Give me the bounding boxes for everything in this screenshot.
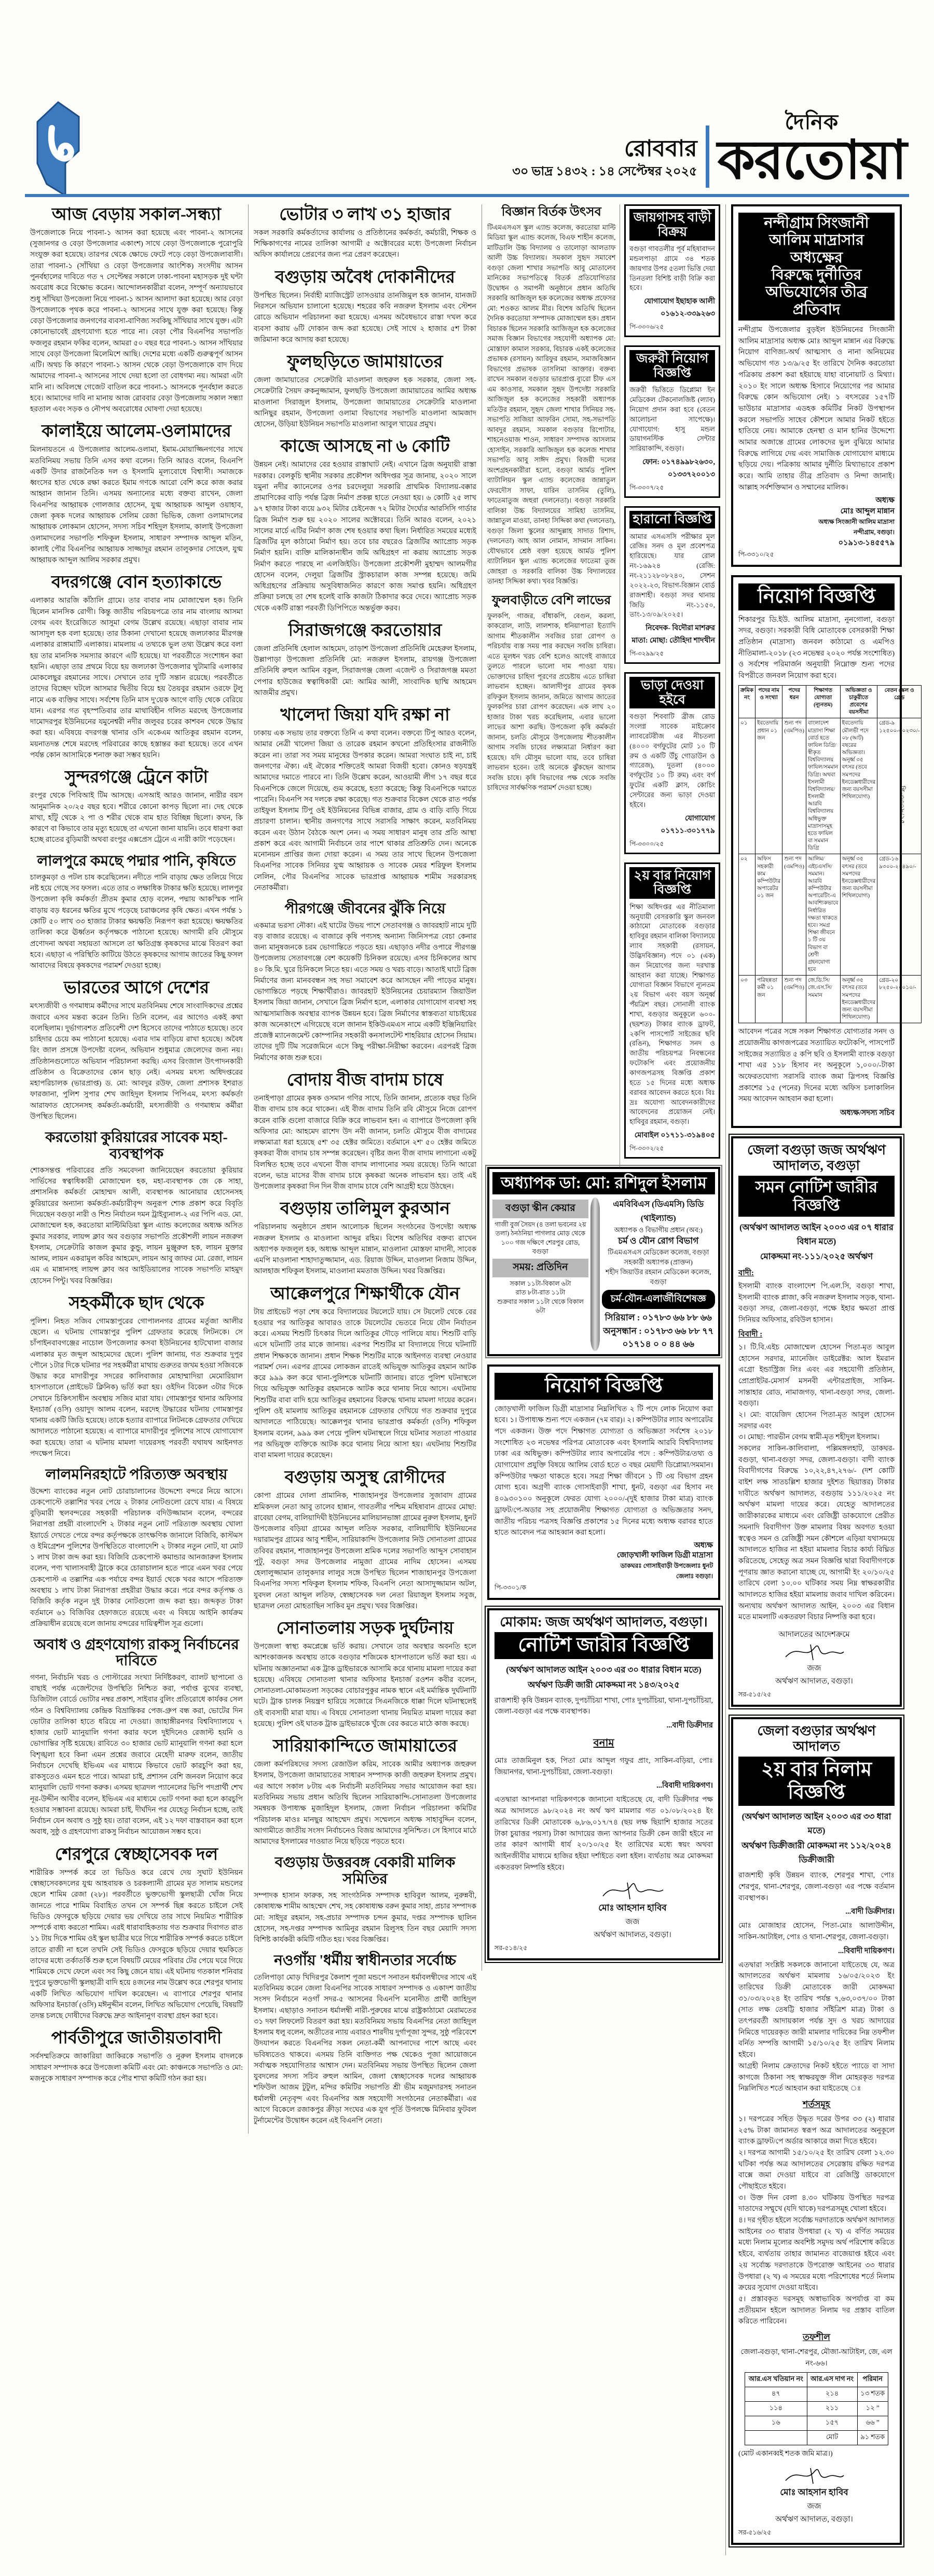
- enquiry-label: অনুসন্ধান :: [603, 1326, 642, 1336]
- article-body: শোকসন্তপ্ত পরিবারের প্রতি সমবেদনা জানিয়েছেন করতোয়া কুরিয়ার সার্ভিসের স্বত্বাধিকারী মোজাম্মেল হক, মহা-ব্যবস্থাপক জে কে সাহা, প্রশাসনিক কর্মকর্তা মোহাম্মদ আলী, ব্যবস্থাপক আনোয়ার হোসেনসহ কুরিয়ারের অন্যান্য কর্মকর্তা-কর্মচারীবৃন্দ অনুরূপ শোক প্রকাশ করে বিবৃতি দিয়েছেন বগুড়া নারী ও শিশু নির্যাতন দমন ট্রাইব্যুনাল-২ এর পিপি এড. মো. মোজাম্মেল হক, করতোয়া মাল্টিমিডিয়া স্কুল এ্যান্ড কলেজের অধ্যক্ষ অসিত কুমার সরকার, লায়ন্স ক্লাব অব বগুড়ার সভাপতি প্রকৌশলী লায়ন নজরুল ইসলাম, সেক্রেটারি কাজল কুমার কুন্ডু, লায়ন মুঞ্জুরুল হক, লায়ন মুক্তার আলম, লায়ন একরামুল কবির আহমেদ, লায়ন আবু জাফর মো. রেজা, লায়ন এম এ মান্নানসহ লায়ন্স ক্লাব অব আইডিয়ালের সাবেক সভাপতি মাহমুদ হোসেন পিন্টু। খবর বিজ্ঞপ্তির।: [30, 1166, 243, 1285]
- defendant-tag: ...বিবাদী দায়িকগণ।: [838, 1946, 895, 1955]
- time-1: সকাল ১১টা-বিকাল ৬টা: [510, 1279, 571, 1287]
- article-body: সকল সরকারি কর্মকর্তাদের কার্যালয় ও প্রতিষ্ঠানের কর্মকর্তা, কর্মচারী, শিক্ষক ও শিক্ষিকাগণের নামের তালিকা আগামী ৫ অক্টোবরের মধ্যে উপজেলা নির্বাচন অফিস কার্যালয়ে প্রেরণের জন্য পত্র প্রেরণ করেছেন।: [254, 229, 476, 259]
- article-headline: বগুড়ায় উত্তরবঙ্গ বেকারী মালিক সমিতির: [274, 1855, 456, 1887]
- summons-notice: [731, 1136, 902, 1707]
- ad-ref: পি-৩৩১০/২৫: [738, 550, 774, 558]
- article-body: রংপুর থেকে পিবিআই টিম আসছে। এসআই আরও জানান, নারীর বয়স আনুমানিক ২০/২৫ বছর হবে। শরীরে কোনো কাপড় ছিলো না। দেহ থেকে মাথা, হাঁটু থেকে ২ পা ও শরীর থেকে বাম হাত বিচ্ছিন্ন ছিলো। কখন, কি কারণে বা কিভাবে তার মৃত্যু হয়েছে তা এখনো জানা যায়নি। তবে ধারণা করা হচ্ছে রাতের বুড়িমারী অথবা রংপুর এক্সপ্রেস ট্রেনে এ নারী কাটা পড়েছেন।: [30, 792, 243, 844]
- doctor-institute: টিএমএসএস মেডিকেল কলেজ, বগুড়া: [608, 1248, 709, 1257]
- term-2: ২। দরপত্র আগামী ১৫/১০/২৫ ইং তারিখ বেলা ১২.৩০ ঘটিকা পর্যন্ত অত্র আদালতের সেরেস্তায় রক্ষিত দরপত্র বাক্সে জমা দেওয়া যাইবে বা রেজিস্ট্রি ডাকযোগে পৌছাইতে হইবে।: [738, 2149, 895, 2191]
- notice-banner: নিয়োগ বিজ্ঞপ্তি: [738, 583, 895, 610]
- ad-ref: পি-৩২৯৯/২৫: [629, 650, 664, 658]
- classified-box-urgent-hiring: [624, 345, 720, 498]
- auction-body-2: আগ্রহী নিলাম ক্রেতাদের নিকট হইতে প্যাডে বা সাদা কাগজে ঠিকানা সহ স্বাক্ষরযুক্ত সীল মোহরকৃত দরপত্র নিম্নলিখিত শর্তে আহবান করা যাইতেছে ঃ: [738, 2062, 895, 2093]
- protest-body: নন্দীগ্রাম উপজেলার বুড়ইল ইউনিয়নের সিংজানী আলিম মাদ্রাসার অধ্যক্ষ মোঃ আব্দুল মান্নান এর বিরুদ্ধে নিয়োগ বাণিজ্য-অর্থ আত্মসাৎ ও নানা অনিয়মের অভিযোগ গত ১৩/৯/২৫ ইং তারিখে দৈনিক করতোয়া পত্রিকায় প্রকাশ করা হইয়াছে যাহা বানোয়াট ও মিথ্যা। ২০১০ ইং সালে অধ্যক্ষ হিসাবে নিয়োগের পর আমার বিরুদ্ধে কোন অভিযোগ নেই। ১ বৎসরের ১৫৭টি ভাউচার মাদ্রাসার এডহক কমিটির নিকট উপস্থাপন করলে সভাপতি সাহেব কৌশলে আমার নিকট হইতে হাতিয়ে নেয়। আমাকে হেনস্থা ও মান হানির উদ্দেশ্যে আমার অজান্তে গ্রামের লোকদের ভুল বুঝিয়ে আমার বিরুদ্ধে লাগিয়ে দেয় এবং সামাজিক যোগাযোগ মাধ্যমে ছড়িয়ে দেয়। পত্রিকায় আমার দুর্নীতি মিথ্যাভাবে প্রকাশ করে। আমি তাহার তীব্র প্রতিবাদ ও নিন্দা জানাই। আল্লাহ সর্বশক্তিমান ও সম্মানের মালিক।: [738, 326, 895, 492]
- article: [254, 1071, 476, 1192]
- article-body: পুলিশ। নিহত সজিব গোমস্তাপুরের গোপালনগর গ্রামের মর্তুজা আলীর ছেলে। এ ঘটনায় গোমস্তাপুর পুলিশ গ্রেফতার করেছে লিটনকে। সে চাঁপাইনবাবগঞ্জের নাচোল উপজেলার কসবা ইউনিয়নের হাটখোলা বাজার এলাকার মৃত জব্দুল আহমেদের ছেলে। পুলিশ জানায়, গত শুক্রবার দুপুর পৌনে ১টার দিকে ঘটনার পর সহকর্মীরা মাথায় গুরুতর জখম হওয়া সজিবকে উদ্ধার করে মাদারীপুর সদরের কালিবাজার মোহাম্মাদিয়া মেমোরিয়াল হাসপাতালে (প্রাইভেট ক্লিনিক) ভর্তি করা হয়। ওইদিন বিকেল ৩টার দিকে সেখানে চিকিৎসাধীন অবস্থায় সজিব মারা যায়। গোমস্তাপুর থানার অফিসার ইনচার্জ (ওসি) ওয়াদুদ আলম বলেন, মরদেহ উদ্ধারের ঘটনায় গোমস্তাপুর থানায় একটি জিডি হয়েছে। তাকে হত্যার ব্যাপারে লিটনকে গ্রেফতার দেখিয়ে আদালতে পাঠানো হয়েছে। এ ব্যাপারে মাদারীপুর পুলিশের সাথে যোগাযোগ করা হয়েছে। তারা এ ঘটনায় মামলা দায়েরসহ পরবর্তী যথাযথ আইনগত পদক্ষেপ নিবে।: [30, 1317, 243, 1458]
- notice-banner: সমন নোটিশ জারীর বিজ্ঞপ্তি: [738, 1176, 895, 1217]
- term-5: ৫। প্রস্তাবকৃত দরসমূহ অস্বাভাবিক অপর্যাপ্ত বা কম প্রতীয়মান হইলে আদালত নিলাম দর প্রস্তাব বাতিল করিতে পারিবেন।: [738, 2295, 895, 2326]
- classified-title: জায়গাসহ বাড়ী বিক্রয়: [629, 209, 715, 241]
- defendant-3: ৩। মোছা: পারভীন বেগম স্বামী-মৃত শহীদুল ইসলাম।: [738, 1433, 880, 1442]
- article-body: ফুলকপি, গাজর, বাঁধাকপি, বেগুন, করলা, কাকরোল, লাউ, লালশাক, ধনিয়াপাতা ইত্যাদি আগাম শীতকালীন সবজির চারা রোপণ ও পরিচর্যায় ব্যস্ত সময় পার করছেন সবজি চাষিরা। এতে মূলধন খরচ বেশি হলেও আগেই বাজারে তুলতে পারলে ভালো দাম পাওয়া যায়। ভোক্তাদের চাহিদা পূরণের প্রচেষ্টায় এতে চাষিরা লাভবান হচ্ছেন। আলাদীপুর গ্রামের কৃষক রফিকুল ইসলাম জানান, জমিতে আগাম জাতের ফুলকপির চারা রোপণ করেছেন। এক লাখ ২০ হাজার টাকা খরচ করেছিলাম, এবার ভালো লাভের আশা করছি। উপজেলা কৃষি কর্মকর্তা জানান, চলতি মৌসুমে উপজেলায় শীতকালীন আগাম সবজি চাষের লক্ষ্যমাত্রা নির্ধারণ করা হয়েছে। যদি মৌসুম ভালো যায়, তবে চাষিরা লাভবান হবেন। তাই অনেকে ঝুঁকছেন আগাম সবজি চাষে। কৃষি বিভাগের পক্ষ থেকে সবজি চাষিদের সার্বক্ষণিক পরামর্শ দেওয়া হচ্ছে।: [487, 611, 616, 792]
- article-headline: বগুড়ায় অবৈধ দোকানীদের: [275, 268, 455, 287]
- article-headline: সারিয়াকান্দিতে জামায়াতের: [273, 1737, 457, 1756]
- article: [30, 853, 243, 972]
- article-body: কোপা গ্রামের দোলা প্রামানিক, শাজাহানপুর উপজেলার সুজাবাদ গ্রামের শ্রমিকদল নেতা আবু তালেব হান্নান, গাবতলীর পশ্চিম মহিষাবান গ্রামের মোছা: রাবেয়া বেগম, বালিয়াদিঘী ইউনিয়নের মালিয়ানভাঙ্গা গ্রামের নুরুল ইসলাম, ধুনট উপজেলার বড়িয়া গ্রামের আব্দুল লতিফ সরকার, বালিয়াদীঘি ইউনিয়নের দয়ারামপুর গ্রামের আবু শাহীন, সারিয়াকান্দি উপজেলার নিউ সোনাতলা গ্রামের তবিবর রহমান, শাজাহানপুর উপজেলা শ্রমিক দলের সভাপতি আব্দুস সোবাহান পুটু, বগুড়া সদর উপজেলার নামুজা গ্রামের নাদিম হোসেন। এসময় হেলালুজ্জামান তালুকদার লালুর সঙ্গে উপস্থিত ছিলেন শাজাহানপুর উপজেলা বিএনপির সদস্য শফিকুল ইসলাম শফিক, বিএনপি নেতা আসাদুজ্জামান অটল, যুবদল নেতা আব্দুল লতিফ, স্বেচ্ছাসেবক দল নেতা রিয়াজুল ইসলাম সবুজ, ছাত্রদল নেতা মোহতাছিন সাকিব মুন প্রমুখ। খবর বিজ্ঞপ্তির।: [254, 1492, 476, 1610]
- term-1: ১। দরপত্রের সহিত উদ্ধৃত দরের উপর ৩৩ (২) ধারার ২৫% টাকা জামানত স্বরূপ অত্র আদালতের অনুকূলে ব্যাংক ড্রাফট/পে অর্ডার আকারে জমা দিতে হইবে।: [738, 2115, 895, 2146]
- serial-phone: ০১৭৮৩ ৬৬ ৮৮ ৬৬: [642, 1313, 712, 1323]
- article-body: এলাকার আরজি কাঁঠালি গ্রামে। তার বাবার নাম মোজাম্মেল হক। তিনি ছিলেন মানসিক রোগী। কিন্তু জাতীয় পরিচয়পত্রে তার নাম বাংলায় আসমা বেগম এবং ইংরেজিতে আসুমা বেগম উল্লেখ রয়েছে। এছাড়া বাবার নাম আসাদুল হক বলা হয়েছে। তার ঠিকানা দেখানো হয়েছে জলঢাকার মীরগঞ্জ এলাকার রাঙ্গামাটি এলাকায়। মামলায় এ তথ্যকে ভুল তথ্য উল্লেখ করে বলা হয় তার মানসিক সমস্যার কারণে এটি হয়েছে। যা পরবর্তীতে সংশোধন করা হয়নি। এছাড়া তার প্রথমে বিয়ে হয় জলঢাকা উপজেলার খুটামারি এলাকার মোকলেছুর রহমানের সাথে। সেখানে তার দু'টি সন্তান রয়েছে। পরবর্তীতে তাদের বিচ্ছেদ ঘটলে আসমার দ্বিতীয় বিয়ে হয় তৈয়বুর রহমান ওরফে টুলু নামে এক ব্যক্তির সাথে। সর্বশেষ তিনি মাস দু'য়েক আগে বাড়ি থেকে বেরিয়ে যান। এরপর গত বৃহস্পতিবার তার মাথাবিহীন গলিত মরদেহ উপজেলার দামোদরপুর ইউনিয়নের যমুনেশ্বরী নদীর জলুবর চরের কাশবন থেকে উদ্ধার করা হয়। এবিষয়ে বদরগঞ্জ থানার ওসি একেএম আতিকুর রহমান বলেন, ময়নাতদন্ত শেষে মরদেহ পরিবারের কাছে হস্তান্তর করা হয়েছে। তবে এখন পর্যন্ত কোন আসামিকে শনাক্ত করা সম্ভব হয়নি।: [30, 597, 243, 760]
- ad-ref: পি-৩৩০৭/২৫: [629, 484, 664, 492]
- total-note: (মোট একানব্বই শতক জমি মাত্র।): [738, 2450, 833, 2458]
- doctor-ad: [487, 1167, 720, 1356]
- judge-role: জজ: [807, 2502, 821, 2511]
- time-label: সময়: প্রতিদিন: [492, 1259, 588, 1277]
- article-headline: আজ বেড়ায় সকাল-সন্ধ্যা: [52, 205, 221, 224]
- enquiry-phone: ০১৭৮৩ ৬৬ ৮৮ ৭৭: [644, 1326, 714, 1336]
- signatory-role: অধ্যক্ষ: [875, 496, 895, 505]
- article: [254, 437, 476, 614]
- signatory-district: জেলাঃ বগুড়া।: [676, 1572, 713, 1580]
- contact-label: যোগাযোগ: [685, 814, 715, 823]
- signatory-org: অধ্যক্ষ সিংজানী আলিম মাদ্রাসা: [818, 518, 895, 525]
- judge-role: জজ: [807, 1664, 821, 1673]
- doctor-degree: এমবিবিএস (ডিএমসি) ডিডি (থাইল্যান্ড): [613, 1200, 704, 1223]
- paper-title: করতোয়া: [717, 131, 906, 190]
- article-body: সর্বসম্মতিক্রমে জাকারিয়া জাকিরকে সভাপতি ও নুরুল ইসলাম বাদলকে সাধারণ সম্পাদক করে উপজেলা কমিটি এবং মো: কাঞ্চনকে সভাপতি ও মো: মজনুকে সাধারণ সম্পাদক করে পৌর শাখা কমিটি গঠন করা হয়।: [30, 2053, 243, 2083]
- term-4: ৪। দর গৃহীত হইলে সর্বোচ্চ দরদাতাকে অর্থঋণ আদালত আইনের ৩৩ ধারার উপধারা (২ খ) এ বর্ণিত সময়ের মধ্যে নিলাম মূল্যের অবশিষ্ট সমুদয় অর্থ পরিশোধ করিতে হইবে, ব্যর্থতায় তাহার জামানত বাজেয়াপ্ত হইবে এবং ২য় সর্বোচ্চ দরদাতাকে উপরোক্ত আইনের ৩৩ ধারার উপধারা (২ খ) এ সময়ের মধ্যে পরিশোধের শর্তে নিলাম ক্রয়ের সুযোগ দেওয়া যাইবে।: [738, 2217, 895, 2292]
- notice-body: জোড়খালী ফাজিল ডিগ্রী মাদ্রাসার নিম্নলিখিত ২ টি পদে লোক নিয়োগ করা হবে। ১। উপাধ্যক্ষ শুন্য পদে একজন (৭ম বার)। ২। কম্পিউটার ল্যাব অপারেটর পদে একজন। উক্ত পদে শিক্ষাগত যোগ্যতা ও অভিজ্ঞতা সর্বশেষ ২০১৮ সংশোধিত ২৩ নভেম্বর পরিপত্র মোতাবেক এবং ইসলামি আরবি বিশ্ববিদ্যালয় ঢাকা এর অধিভুক্ত। কম্পিউটার ল্যাব অপারেটর পদে : কম্পিউটার/তথ্য ও যোগাযোগ প্রযুক্তি বিষয়ে আলিম বোর্ড হতে ৩ বছর মেয়াদী ডিপ্লোমা/সমমান। কম্পিউটার দক্ষতা থাকতে হবে। সমগ্র শিক্ষা জীবনে ১ টি ৩য় বিভাগ গ্রহন যোগ্য হবে। অগ্রণী ব্যাংক গোসাইবাড়ী শাখা, ধুনট, বগুড়া এর হিসাব নং ৪০৯৩০১০০ অনুকূলে ফেরত যোগ্য ২০০০/-(দুই হাজার টাকা মাত্র) ব্যাংক ড্রাফট/পে-অডার সহ প্রয়োজনীয় শিক্ষাগত যোগ্যতা ও অভিজ্ঞতার সনদ, জাতীয় পরিচয় পত্রসহ বিজ্ঞপ্তি প্রকাশের ১৫ দিনের মধ্যে অধ্যক্ষ বরাবর হাতে হাতে আবেদন পত্র আহব্বান করা হলো।: [495, 1405, 713, 1537]
- article: [487, 594, 615, 793]
- article-headline: সহকর্মীকে ছাদ থেকে: [68, 1293, 204, 1313]
- court-name-sig: অর্থঋণ আদালত, বগুড়া।: [775, 2515, 853, 2524]
- terms-title: শর্তসমূহ: [803, 2099, 830, 2109]
- notice-banner: নোটিশ জারীর বিজ্ঞপ্তি: [495, 1632, 713, 1659]
- col-header: শিক্ষাগত যোগ্যতা (ন্যূনতম): [806, 685, 840, 718]
- clinic-address: গাজী বুর্জ সৈয়দ (৪ তলা ভবনের ২য় তলা) ঠনঠনিয়া পাগলার মোড় থেকে ১০০ গজ দক্ষিণে শেরপুর রোড, বগুড়া: [495, 1220, 586, 1256]
- article-body: তনাইপাড়া গ্রামের কৃষক ওসমান গণির সাথে, তিনি জানান, প্রত্যেক বছর তিনি বীজ বাদাম চাষ করে থাকেন। এই বীজ বাদাম তিনি রবি মৌসুমে নিজে রোপণ করেন বাকি গুলো বাজারে বিক্রি করে লাভবান হন। এ ব্যাপারে উপজেলা কৃষি অফিসার মো: আহমেদ রাশেদ উদ নবী জানান, চলতি মৌসুমে বীজ বাদামের লক্ষ্যমাত্রা ধরা হয়েছে ৫শ' ৩৫ হেক্টর জমিতে। বর্তমানে ২শ' ৫০ হেক্টর জমিতে কৃষকরা বীজ বাদাম চাষ সম্পন্ন করেছেন। বৃষ্টির জন্য বীজ বাদাম লাগানো একটু বিলম্বিত হচ্ছে তবে এখনো বীজ বাদাম লাগানোর সময় রয়েছে। তিনি আরো বলেন, ভাদ্র মাসের বীজ বাদাম চাষে কৃষকরা অনেক লাভবান হয়। তাই এই উপজেলার কৃষকরা দিন দিন বীজ বাদাম চাষে বেশি আগ্রহী হয়ে উঠছেন।: [254, 1094, 476, 1191]
- law-reference: (অর্থঋণ আদালত আইন ২০০৩ এর ৩০ ধারার বিধান মতে): [506, 1664, 702, 1675]
- col-header: অভিজ্ঞতা ও চাকুরীতে প্রবেশের বয়সসীমা: [840, 685, 877, 718]
- notice-banner: নিয়োগ বিজ্ঞপ্তি: [495, 1373, 713, 1400]
- article: [30, 422, 243, 566]
- article: [30, 1130, 243, 1287]
- contact-label: নিবেদক-: [645, 624, 670, 633]
- contact-name: বিদৌরা মাশরুর: [672, 624, 715, 633]
- defendant: মোঃ তাজমিনুল হক, পিতা মোঃ আব্দুল গফুর প্রাং, সাকিন-বড়িয়া, পোঃ জিয়ানগর, থানা-দুপচাঁচিয়া, জেলা-বগুড়া।: [495, 1757, 713, 1776]
- article-headline: ভোটার ৩ লাখ ৩১ হাজার: [279, 205, 451, 224]
- auction-body-1: এতদ্বারা সংশ্লিষ্ট সকলকে জানানো যাইতেছে যে, অত্র আদালতের অর্থঋণ মামলায় ১৬/০৫/২০২৩ ইং তারিখের ডিক্রী মোতাবেক জারী মোকদ্দমা ৩১/০৩/২০২৪ ইং তারিখ পর্যন্ত ৭,৬৩,০৩৭/০০ টাকা (সাত লক্ষ তেষট্টি হাজার সাঁইত্রিশ মাত্র) টাকা ও তৎপরবর্তী আদায়কাল পর্যন্ত সুদ ও খরচ আদায়ের নিমিত্তে দায়েরকৃত জারী মামলার দায়িকের নিম্ন তফশীল বর্নিত সম্পত্তি আগামী ১৫/১০/২৫ ইং তারিখ নিলাম হইবে।: [738, 1961, 895, 2059]
- contact-label: মোবাইল: [634, 1132, 659, 1140]
- article-body: উন্নয়ন নেই। আমাদের বের হওয়ার রাস্তাঘাট নেই। এখানে ব্রিজ অনুযায়ী রাস্তা দরকার। বেলকুচি স্থানীয় সরকার প্রকৌশল অধিদপ্তর সূত্র জানায়, ২০২০ সালে যমুনা নদীর ক্যানেলের ওপর চরদেলুয়া সরকারি প্রাথমিক বিদ্যালয়-বক্কার প্রামাণিকের বাড়ি পর্যন্ত ব্রিজ নির্মাণ প্রকল্প হাতে নেওয়া হয়। ৬ কোটি ২৫ লাখ ৯৭ হাজার টাকা ব্যয়ে ৯৩২ মিটার চেইনেজ ৭২ মিটার দৈর্ঘ্যের আরসিসি গার্ডার ব্রিজ নির্মাণ শুরু হয় ২০২০ সালের অক্টোবরে। তিনি আরও বলেন, ২০২১ সালের মার্চে এটির নির্মাণ কাজ শেষ হওয়ার কথা ছিল। নির্ধারিত সময়ের মধ্যেই ব্রিজটির মূল কাঠামো নির্মাণ হয়। তবে চার বছরেও ব্রিজটির অ্যাপ্রোচ সড়ক নির্মাণ হয়নি। ব্যক্তি মালিকানাধীন জমি অধিগ্রহণ না করায় অ্যাপ্রোচ সড়ক নির্মাণ করতে পারছে না এলজিইডি। উপজেলা প্রকৌশলী মুহাম্মদ আলমগীর হোসেন বলেন, দেলুয়া ব্রিজটির স্ট্রাকচারাল কাজ সম্পন্ন হয়েছে। জমি অধিগ্রহণের প্রক্রিয়ায় অসুবিধাজনিত কারণে কাজ সমাপ্ত হয়নি। অধিগ্রহণ প্রক্রিয়া চলছে তা শেষ হলেই বাকি কাজটা ঠিকাদার করে দেবে। অ্যাপ্রোচ সড়ক থেকে একটি রাস্তা পরবর্তী ডিপিপিতে অন্তর্ভুক্ত করব।: [254, 461, 476, 612]
- article-headline: কাজে আসছে না ৬ কোটি: [280, 437, 450, 456]
- classified-body: বগুড়া গাবতলীর পূর্ব মহিষাবাদন মন্ডলপাড়া গ্রামে ৩৪ শতক জায়গার উপর ৫তলা ভিত্তি দেয়া তিনতলা বিশিষ্ট বাড়ী বিক্রি করা হবে।: [629, 245, 715, 292]
- doctor-role-2: সহকারী অধ্যাপক (প্রাক্তন): [624, 1258, 693, 1266]
- article-body: জেলা কর্মপরিষদের সদস্য রেজাউল করিম, সাবেক আমীর অধ্যাপক জহুরুল ইসলাম, উপজেলা জামায়াতের সাধারন সম্পাদক কাজী জহুরুল ইসলাম প্রমুখ। এর আগে সকাল ৮টায় এক নির্বাচনী মতবিনিময় সভার আয়োজন করা হয়। মতবিনিময় সভায় প্রধান অতিথি ছিলেন সারিয়াকান্দি-সোনাতলা উপজেলার সমন্বয়ক উপাধ্যক্ষ মুজাহিদুল ইসলাম, জেলা নির্বাচন পরিচালনা কমিটির পরিচালক মাওঃ মানছুর আহম্মেদ প্রমুখ। সম্মেলনে অধ্যক্ষ সাহাবুদ্দিন বলেন, আগামীতে জাতীয় সংসদ নির্বাচনেও বিজয় আমাদের সুনিশ্চিত। সে হিসাবে মাঠে আমাদের ইসলামের দাওয়াত নিয়ে ছড়িয়ে পড়তে হবে।: [254, 1761, 476, 1846]
- article-body: সম্পাদক হাসান ফারুক, সহ সাংগঠনিক সম্পাদক হাবিবুল আলম, নুরুন্নবী, কোষাধ্যক্ষ শামীম আহম্মেদ শেখ, সহ কোষাধ্যক্ষ বরুন কুমার সাহা, প্রচার সম্পাদক মো: সাইদুর রহমান, সহ-প্রচার সম্পাদক চন্দন কুমার, দপ্তর সম্পাদক ছালিন হোসেন, সহ-দপ্তর সম্পাদক আমিনুর রহমান রিলুসহ তিন বছর মেয়াদি সদস্য বিশিষ্ট কার্যকরী কমিটি গঠিত হয়। খবর বিজ্ঞপ্তির।: [254, 1892, 476, 1944]
- article: [254, 1737, 476, 1847]
- protest-notice: [731, 204, 902, 567]
- classified-column: [620, 204, 720, 1167]
- recruitment-table: [738, 685, 922, 1024]
- article-body: তেলিপাড়া মোড় খিদিরপুর কৈলাশ পূজা মন্ডপে সনাতন ধর্মাবলম্বীদের সাথে এই মতবিনিময় করেন জেলা বিএনপির সাবেক সাধারণ সম্পাদক ও একাদশ জাতীয় সংসদ নির্বাচনে নওগাঁ সদর-৫ আসনের বিএনপি মনোনীত প্রার্থী জাহিদুল ইসলাম। এছাড়াও সনাতন ধর্মালম্বী নারী-পুরুষের মাঝে রাষ্ট্রকাঠামো মেরামতের ৩১ দফা লিফলেট বিতরণ করা হয়। মতবিনিময় সভায় বিএনপির নেতা জাহিদুল ইসলাম ধলু বলেন, অতীতের ন্যায় এবারও শারদীয় দুর্গাপূজা সুন্দর, সুষ্ঠু পরিবেশে উদযাপন করতে বিএনপির সকল নেতা-কর্মী আপনাদের পাশে আছে এবং ভবিষ্যতেও থাকবে। এসময় তিনি ব্যক্তিগত পক্ষ থেকেও পূজা আয়োজনে সর্বাত্মক সহযোগিতার আশ্বাস দেন। মতবিনিময় সভায় উপস্থিত ছিলেন জেলা যুবদলের সদস্য সচিব রুহুল আমিন, জেলা স্বেচ্ছাসেবক দলের আহ্বায়ক শফিউল আজম টুটুল, মন্দির কমিটির সভাপতি শ্রী ভীম মজুমদারসহ সনাতন ধর্মালম্বী নেতৃবৃন্দ এবং বিএনপির অঙ্গ সহযোগী সংগঠনের নেতাকর্মীরা। এর আগে বিকেলে রজাকপুর ক্রীড়া সংঘের এক যুগ পূর্তি উপলক্ষে মিনিবার ফুটবল টুর্নামেন্টের উদ্বোধন করেন এই বিএনপি নেতা।: [254, 1973, 476, 2125]
- ad-ref: সর-৫১৫/২৫: [738, 1691, 772, 1698]
- judge-role: জজ: [625, 1918, 640, 1927]
- article-body: একমাত্র ভরসা নৌকা। এই ঘাটের উভয় পাশে সেতাবগঞ্জ ও জাবরহাট নামে দুটি বড় বাজার রয়েছে। এ বাজারে কৃষি পণ্যসহ অন্যান্য জিনিসপত্র বেচা কেনার জন্য মানুষজনকে চরম ভোগান্তিতে পড়তে হয়। এছাড়াও নদীর ওপারে পীরগঞ্জ উপজেলায় সেতাবগঞ্জে বেশ কয়েকটি চিনিকল রয়েছে। এসব চিনিকলের আখ ৪০ কি.মি. ঘুরে চিনিকলে নিতে হয়। এতে সময় ও খরচ বাড়ে। আতাই ঘাটে ব্রিজ নির্মাণের জন্য মানববন্ধন সহ সভা সমাবেশ করে আসছেন নদী পাড়ের মানুষ। ভোগান্তিতে পড়ছে শিক্ষার্থীরাও। জাবরহাট ইউনিয়নের চেয়ারম্যান জিয়াউল ইসলাম জিয়া জানান, সেখানে ব্রিজ নির্মাণ হলে, এলাকার যোগাযোগ ব্যবস্থা সহ আত্মসামাজিক অবস্থার ব্যাপক উন্নয়ন হবে। ব্রিজ নির্মাণের স্বাস্তব্যতা যাচাইয়ের কাজ অনেকাংশে এগিয়েছে বলে জানান ইকিউএমএস নামে একটি ইঞ্জিনিয়ারিং প্রজেক্ট ম্যানেজমেন্ট কোম্পানির সহকারী কনসালটেন্ট শাহরিয়ার হোসেন সিয়াম। তাদের দুটি টিম সরেজমিনে এসে কিছু পরীক্ষা-নিরীক্ষা করবেন। এরপরই ব্রিজ নির্মাণের কাজ শুরু হবে।: [254, 922, 476, 1062]
- article-headline: বিজ্ঞান বির্তক উৎসব: [501, 205, 601, 219]
- article: [254, 1468, 476, 1612]
- article-body: উদ্দেশ্য ব্যাংকের নতুন নোট চোরাচালানের উদ্দেশ্যে বন্দরে নিয়ে আসে। চেকপোস্টে তল্লাশির খবর পেয়ে ২ টাকার নোটগুলো রেখে যায়। এ বিষয়ে বুড়িমারী স্থলবন্দরের সহকারী পরিচালক বদিউজ্জামান বলেন, বন্দরের নিরাপত্তা প্রহরী বাংলাদেশি ২ টাকার নতুন নোট পরিত্যক্ত অবস্থায় খোলা ইয়ার্ডে দেখতে পেয়ে বন্দর কর্তৃপক্ষকে তাৎক্ষণিক জানালে বিজিবি, কাস্টমস ও ইমিগ্রেশন পুলিশের উপস্থিতিতে বাংলাদেশি ২ টাকার নতুন নোট, যা মোট ১ লাখ টাকা জব্দ করা হয়। বিজিবি চেকপোস্ট কমান্ডার আনজারুল ইসলাম বলেন, পণ্য খালাসবাহী ট্রাকে করে চোরাচালান হতে পারে এমন খবর পেয়ে চেকপোস্ট এ তল্লাশির এক পর্যায়ে বন্দর ইয়ার্ড থেকে খবর আসে পরিত্যক্ত অবস্থায় ১ লাখ টাকা নিরাপত্তা প্রহরীরা উদ্ধার করে। পরে বন্দর কর্তৃপক্ষ ও বিজিবি কর্তৃক নতুন দুই টাকার নোটগুলো জব্দ করা হয়। জব্দকৃত টাকা বর্তমানে ৬১ বিজিবির হেফাজতে রয়েছে এবং এ বিষয়ে আইনি কার্যক্রম প্রক্রিয়াধীন রয়েছে বলে জানায় বন্দরের দায়িত্বশীল সূত্র গুলো।: [30, 1487, 243, 1628]
- judge-name: মোঃ আহসান হাবিব: [780, 2487, 848, 2498]
- plaintiff-label: বাদী:: [738, 1269, 754, 1278]
- doctor-role: অধ্যাপক ও বিভাগীয় প্রধান (অব:): [614, 1226, 703, 1234]
- serial-label: সিরিয়াল :: [605, 1313, 640, 1323]
- court-name-sig: অর্থঋণ আদালত, বগুড়া।: [775, 1677, 853, 1686]
- contact-name: ইছাহাক আলী: [676, 298, 715, 306]
- article: [30, 573, 243, 761]
- jorkhali-recruitment-notice: [487, 1364, 720, 1600]
- time-3: শুক্রবার সকাল ১১টা থেকে বিকাল ৬টা: [497, 1298, 584, 1315]
- article-body: উপস্থিত ছিলেন। নির্বাহী ম্যাজিস্ট্রেট তাসওয়ার তানজিমুল হক জানান, যানজট নিরসনে অভিযান চালানো হয়েছে। শহরের কবি নজরুল ইসলাম এবং স্টেশন রোডে অভিযান পরিচালনা করা হয়েছে। এসময় অবৈধভাবে রাস্তা দখল করে ব্যবসা করায় ৬টি দোকান জব্দ করা হয়েছে। সেই সাথে ২ হাজার ৫শ টাকা জরিমানা করে আদায় করা হয়েছে।: [254, 291, 476, 344]
- defendant-2: ২। মো: বায়েজিদ হোসেন পিতা-মৃত আবুল হোসেন সরদার এবং: [738, 1411, 895, 1430]
- article-body: শারীরিক সম্পর্ক করে তা ভিডিও করে রেখে দেয় সুঘাট ইউনিয়ন স্বেচ্ছাসেবকদলের যুগ্ম আহবায়ক ও চরকল্যানী গ্রামের মৃত সালাম মন্ডলের ছেলে শামিম রেজা (২৮)। পরবর্তীতে ভুক্তভোগী স্কুলছাত্রী খোঁজ নিয়ে জানতে পারে শামিম বিবাহিত তখন সে সম্পর্ক ছিন্ন করতে চাইলে সেই ভিডিও ফেসবুকে ছড়িয়ে দেয়ার ভয় দেখিয়ে তার সাথে নিয়মিত শারীরিক সম্পর্কে বাধ্য করতো শামিম। এরই ধারাবাহিকতায় গত শুক্রবার দিবাগত রাত ১১ টায় দিকে শামিম ওই স্কুল ছাত্রীর ঘরে গিয়ে শারীরিক সম্পর্ক করতে চাইলে তাতে রাজী না হলে তখনি সেই ভিডিও ফেসবুকে ছড়িয়ে দেয়ার হুমকিতে তাদের মধ্যে তর্কাতর্কি শুরু হলে বিষয়টি মেয়ের পরিবার টের পেয়ে ঘরে গিয়ে শামিমকে দেখে ফেলে এবং সব কিছু জেনে যায়। এই ঘটনায় গতকাল শনিবার দুপুরে ভুক্তভোগী স্কুলছাত্রী বাদি হয়ে ৪জনের নাম উল্লেখ করে শেরপুর থানায় একটি লিখিত অভিযোগ দাখিল করেছেন। এ ব্যাপারে শেরপুর থানার অফিসার ইনচার্জ (ওসি) মঈনুদ্দীন বলেন, লিখিত অভিযোগ পেয়েছি, বিষয়টি তদন্ত চলছে দোষীদের বিরুদ্ধে দ্রুত আইনানুগ ব্যবস্থা গ্রহন করা হবে।: [30, 1869, 243, 2021]
- court-name: জেলা বগুড়ার অর্থঋণ আদালত: [757, 1723, 876, 1754]
- contact-label: যোগাযোগ: [644, 298, 675, 306]
- auction-notice: [731, 1717, 902, 2545]
- masthead-divider: [706, 126, 709, 188]
- classified-title: ২য় বার নিয়োগ বিজ্ঞপ্তি: [629, 867, 715, 899]
- article-body: চালকুমড়া ও পটল চাষ করেছিলেন। নদীতে পানি বাড়ায় ক্ষেত তলিয়ে গিয়ে নষ্ট হয়ে গেছে সব ফসল। এতে তার ৩ লক্ষাধিক টাকার ক্ষতি হয়েছে। লালপুর উপজেলা কৃষি কর্মকর্তা প্রীতম কুমার হোড় বলেন, পদ্মায় আকস্মিক পানি বাড়ায় বড় ধরনের ক্ষতির মুখে পড়েছে চরাঞ্চলের কৃষি ক্ষেত। এখন পর্যন্ত ১ কোটি ৫০ লাখ ৩৩ হাজার টাকার ক্ষয়ক্ষতি নিরূপণ করা হয়েছে। ক্ষয়ক্ষতির তালিকা করে ঊর্ধ্বতন কর্তৃপক্ষকে পাঠানো হয়েছে। আগামী রবি মৌসুমে প্রণোদনা অথবা সহায়তা আসলে তা ক্ষতিগ্রস্ত কৃষকদের মাঝে বিতরণ করা হবে। এছাড়া এ পরিস্থিতি কাটিয়ে উঠতে কৃষকদের আগাম জাতের কিছু ফসল আবাদের বিষয়ে কৃষকদের পরামর্শ দেওয়া হচ্ছে।: [30, 873, 243, 970]
- article-headline: বগুড়ায় অসুস্থ রোগীদের: [284, 1468, 446, 1487]
- article-headline: খালেদা জিয়া যদি রক্ষা না: [280, 706, 450, 725]
- col-header: আর.এস খতিয়ান নং: [745, 2373, 807, 2387]
- contact-extra: মাতা: মোছা: তৌহিদা শাদখীন: [631, 637, 715, 645]
- classified-title: হারানো বিজ্ঞপ্তি: [629, 511, 715, 528]
- judge-signature: [780, 1641, 848, 1662]
- article: [30, 1467, 243, 1630]
- article-headline: নওগাঁয় 'ধর্মীয় স্বাধীনতার সর্বোচ্চ: [274, 1953, 456, 1969]
- article: [30, 1294, 243, 1459]
- brand-top: দৈনিক: [785, 110, 839, 134]
- classified-body: বগুড়া শিববাটি ব্রীজ রোড সংলগ্ন সাবেক মাইক্রোব ল্যাবরেটরীজ এর নীচতলা (৪০০০ বর্গফুটের মোট ১০ টি রুম ও একটি উঁচু গোডাউন ও গ্যারেজ), দুতলা (৪০০০ বর্গফুটের ১০ টি রুম) এবং বর্গ ফুটের একটি ক্লাস, কোচিং সেন্টারের জন্য ভাড়া দেওয়া হইবে।: [629, 713, 715, 809]
- article-body: মিলনায়তনে এ উপজেলার আলেম-ওলামা, ইমাম-মোয়াজ্জিনগণের সাথে মতবিনিময় সভায় তিনি এসব কথা বলেন। তিনি আরও বলেন, বিএনপি একটি উদার রাজনৈতিক দল ও ইসলামি মূল্যবোধে বিশ্বাসী। সমাজকে ধ্বংসের হাত থেকে রক্ষা করতে ইমাম গণকে আরো বেশি করে কাজ করার আহ্বান জানান তিনি। এসময় অন্যান্যের মধ্যে বক্তব্য রাখেন, জেলা বিএনপির আহ্বায়ক গোলজার হোসেন, যুগ্ম আহ্বায়ক আব্দুল ওয়াহাব, জেলা কৃষক দলের আহ্বায়ক সেলিম রেজা ভিভিক, জেলা ওলামাদলের আহ্বায়ক লোকমান হোসেন, সদস্য সচিব শহিদুল ইসলাম, কালাই উপজেলা ওলামাদলের সভাপতি শফিকুল ইসলাম, সাধারণ সম্পাদক আব্দুল মতিন, কালাই পৌর বিএনপির আহ্বায়ক সাজ্জাদুর রহমান তালুকদার সোহেল, যুগ্ম আহ্বায়ক আব্দুল আলিম সরকার প্রমুখ।: [30, 446, 243, 565]
- signatory-address: ডাকঘরঃ গোসাইবাড়ী উপজেলাঃ ধুনট: [620, 1562, 713, 1570]
- order-line: আদালতের আদেশক্রমে: [778, 1631, 850, 1639]
- classified-box-lost-notice: [624, 506, 720, 664]
- classified-title: জরুরী নিয়োগ বিজ্ঞপ্তি: [629, 350, 715, 382]
- col-header: ক্রমিক নং: [739, 685, 756, 718]
- notice-body: এতদ্বারা আপনারা দায়িকগণকে জানানো যাইতেছে যে, বাদী ডিক্রীদার পক্ষ অত্র আদালতে ৯৮/২০২৪ নং অর্থ ঋণ মামলার গত ০১/০৮/২০২৪ ইং তারিখের ডিক্রী মোতাবেক ৬,৮৬,০১৭/৭৪ (ছয় লক্ষ ছিয়াশি হাজার সতের টাকা চুয়াত্তর পয়সা) টাকা আদায়ের জন্য আপনার ডিক্রী কেন জারী হইবে না তার কারণ আগামী ধার্য ২০/১০/২৫ ইং তারিখের মধ্যে স্বয়ং অথবা আইনজীবীর মাধ্যমে হাজির হইয়া দর্শাইতে বলা হইল। ব্যর্থতায় অত্র মোকদ্দমা একতরফা নিষ্পত্তি হইবে।: [495, 1796, 713, 1872]
- masthead: [25, 5, 909, 197]
- weekday: রোববার: [624, 135, 697, 161]
- ad-ref: সর-৫১৪/২৫: [495, 1944, 528, 1952]
- divider-oval: [590, 1198, 600, 1351]
- case-number: অর্থঋণ ডিক্রী জারী মোকদ্দমা নং ১৪৩/২০২৫: [528, 1679, 680, 1690]
- specialty-pill: চর্ম-যৌন-এলার্জীবিশেষজ্ঞ: [602, 1290, 716, 1309]
- masthead-rule: [25, 194, 909, 197]
- court-name: মোকাম: জজ অর্থঋণ আদালত, বগুড়া।: [500, 1614, 708, 1630]
- col-header: বেতন স্কেল ও গ্রেড: [877, 685, 922, 718]
- article-headline: ভারতের আগে দেশের: [63, 979, 210, 998]
- classified-title: ভাড়া দেওয়া হইবে: [629, 677, 715, 708]
- article-headline: বগুড়ায় তালিমুল কুরআন: [280, 1200, 450, 1219]
- article-body: উপজেলাকে নিয়ে পাবনা-১ আসন করা হয়েছে এবং পাবনা-২ আসনের (সুজানগর ও বেড়া উপজেলার একাংশ) সাথে বেড়া উপজেলাকে পুরোপুরি সংযুক্ত করা হয়েছে। তারপর থেকে ক্ষোভে ফেটে পড়ে বেড়া উপজেলাবাসী। তারা পাবনা-১ (সাঁথিয়া ও বেড়া উপজেলার আংশিক) সংসদীয় আসন পুনর্বহালের দাবিতে গত ৭ সেপ্টেম্বর সকালে ঢাকা-পাবনা মহাসড়ক দুই ঘন্টা অবরোধ করে বিক্ষোভ করেন। আন্দোলনকারীরা বলেন, সম্পূর্ণ অন্যায়ভাবে শুধু সাঁথিয়া উপজেলা নিয়ে পাবনা-১ আসন আলাদা করা হয়েছে। আর বেড়া উপজেলাকে পৃথক করে পাবনা-২ আসনের সাথে যুক্ত করা হয়েছে। কিন্তু বেড়া উপজেলার জনগণের ব্যবসা-বাণিজ্য সবকিছু সাঁথিয়ার সাথে যুক্ত। এটা কোনোভাবেই গ্রহণযোগ্য হতে পারে না। বেড়া পৌর বিএনপির সভাপতি ফজলুর রহমান ফকির বলেন, আমরা ৫০ বছর ধরে পাবনা-১ আসন সাঁথিয়ার সাথে বেড়া উপজেলা মিলেমিশে আছি। দেশের মধ্যে একটি গুরুত্বপূর্ণ আসন এটি। অথচ কি কারণে পাবনা-১ আসন থেকে বেড়া উপজেলাকে বাদ দিয়ে আমাদের পাবনা-২ আসনের সাথে দেয়া হলো তা বোধগম্য নয়। আমরা এটা মানি না। অবিলম্বে গেজেট বাতিল করে পাবনা-১ আসনকে পূনর্বহাল করতে হবে। আমাদের দাবি না মানায় আজ রোববার বেড়া উপজেলায় সকাল সন্ধ্যা হরতাল এবং সড়ক ও নৌপথ অবরোধের ঘোষণা দেয়া হয়েছে।: [30, 229, 243, 414]
- article-headline: ফুলবাড়ীতে বেশি লাভের: [492, 593, 611, 607]
- article-body: মৎস্যজীবী ও গণমাধ্যম কর্মীদের সাথে মতবিনিময় শেষে সাংবাদিকদের প্রশ্নের জবাবে এসব মন্তব্য করেন তিনি। তিনি বলেন, এর আগেও একই কথা বলেছিলাম। দুর্ভাগ্যবশত প্রতিবেশী দেশ হিসেবে তাদের পাঠাতে হয়েছে। তবে চাহিদার চেয়ে কম পাঠানো হয়েছে। এবার দাম বাড়িয়ে রাখা হয়েছে। অবৈধ রিং জাল প্রসঙ্গে উপদেষ্টা বলেন, অভিযান শুধুমাত্র জেলেদের জন্য নয়। প্রতিষ্ঠানগুলোতে অভিযান পরিচালনা করছি। এসব রিংজাল উৎপাদনকারী প্রতিষ্ঠান ও বিক্রেতাদের কোন ছাড় নেই। এসময় মৎস্য অধিদপ্তরের মহাপরিচালক (ভারপ্রাপ্ত) ড. মো: আবদুর রউফ, জেলা প্রশাসক ইশরাত ফারজানা, পুলিশ সুপার শেখ জাহিদুল ইসলাম পিপিএম, মৎস্য কর্মকর্তা আরাফাত হোসেনসহ কর্মকর্তা-কর্মচারী, মৎস্যজীবী ও গণমাধ্যম কর্মীরা উপস্থিত ছিলেন।: [30, 1002, 243, 1121]
- classified-box-rent: [624, 672, 720, 854]
- article-headline: অবাধ ও গ্রহণযোগ্য রাকসু নির্বাচনের দাবিতে: [34, 1637, 239, 1669]
- defendant-label: বিবাদী :: [738, 1330, 763, 1339]
- case-number: অর্থঋণ ডিক্রীজারী মোকদ্দমা নং ১১২/২০২৪ ডিক্রীজারী: [741, 1841, 891, 1865]
- schedule-line: জেলা-বগুড়া, থানা-শেরপুর, মৌজা-আটাইল, জে, এল নং-৬৬।: [740, 2348, 892, 2368]
- table-row: ১১৪ ২১১ ১২ ”: [745, 2402, 888, 2416]
- article-headline: পীরগঞ্জে জীবনের ঝুঁকি নিয়ে: [284, 901, 446, 917]
- signatory-name: মোঃ আব্দুল মান্নান: [840, 507, 895, 516]
- schedule-table: [745, 2372, 888, 2445]
- plaintiff: রাজশাহী কৃষি উন্নয়ন ব্যাংক, দুপচাঁচিয়া শাখা, পোঃ দুপচাঁচিয়া, থানা-দুপচাঁচিয়া, জেলা-বগুড়া এর পক্ষে ব্যবস্থাপক।: [495, 1696, 713, 1716]
- column-5: [725, 204, 920, 2555]
- signatory-address: নন্দীগ্রাম, বগুড়া।: [853, 528, 895, 536]
- phone-number: ০১৭৪৯৯৮২৬৩০, ০১৩৩৭২০০১৩: [661, 458, 715, 479]
- plaintiff-tag: ...বাদী ডিক্রীদার: [666, 1721, 713, 1730]
- article: [254, 621, 476, 699]
- table-row: ১৬ ১৫৭ ৬৬ ”: [745, 2416, 888, 2431]
- table-row: মোট ৯১ শতক: [745, 2431, 888, 2445]
- article-headline: কালাইয়ে আলেম-ওলামাদের: [42, 422, 231, 441]
- article-headline: শেরপুরে স্বেচ্ছাসেবক দল: [54, 1845, 218, 1864]
- court-notice-center: [487, 1608, 720, 1960]
- defendant: মোঃ মোজাহার হোসেন, পিতা-মোঃ আলাউদ্দীন, সাকিন-আটাইল, পোঃ ও থানা-শেরপুর, জেলা-বগুড়া।: [738, 1922, 895, 1941]
- court-name-sig: অর্থঋণ আদালত, বগুড়া।: [594, 1931, 671, 1940]
- article-headline: পার্বতীপুরে জাতীয়তাবাদী: [51, 2029, 222, 2048]
- ad-ref: পি-৩৩০০/২৫: [629, 840, 664, 847]
- article: [254, 1285, 476, 1461]
- phone-number: ০১৭১১-৩১৯৪০৫: [661, 1132, 715, 1140]
- article-headline: লালমনিরহাটে পরিত্যক্ত অবস্থায়: [45, 1467, 228, 1483]
- article-body: টায় প্রাইভেট পড়া শেষ করে বিদ্যালয়ের টয়লেটে যায়। সে টয়লেট থেকে বের হওয়ার পর আতিকুর আবারও তাকে টয়লেটের ভেতরে নিয়ে যৌন নির্যাতন করে। এসময় শিশুটি চিৎকার দিলে আতিকুর দৌড়ে পালিয়ে যায়। শিশুটি বাড়ি এসে ঘটনাটি তার মাকে জানায়। এরপর শিশুটির মা বিদ্যালয়ে গিয়ে ঘটনাটি প্রধান শিক্ষককে জানান। প্রধান শিক্ষক শিশুটির মাকে আইনগত ব্যবস্থা নেওয়ার পরামর্শ দেন। এরপর গ্রামের লোকজন রাতেই অভিযুক্ত আতিকুর রহমান আটক করে ৯৯৯ কল করে থানা-পুলিশকে ঘটনাটি জানায়। রাতে পুলিশ ঘটনাস্থলে গিয়ে অভিযুক্ত আতিকুর রহমানকে আটক করে থানায় নিয়ে আসে। এঘটনায় শিশুটির বাবা বাদি হয়ে আতিকুর রহমানের বিরুদ্ধে থানায় মামলা দায়ের করেন। পুলিশ ওই মামলায় আতিকুর রহমানকে গ্রেফতার দেখিয়ে গত শুক্রবার দুপুরে আদালতে পাঠিয়েছে। আক্কেলপুর থানার ভারপ্রাপ্ত কর্মকর্তা (ওসি) শফিকুল ইসলাম বলেন, ৯৯৯ কল পেয়ে পুলিশ ঘটনাস্থলে গিয়ে ঘটনার সত্যতা পাওয়ার পর অভিযুক্ত ব্যক্তিকে আটক করে থানায় নিয়ে আসা হয়। এঘটনায় শিশুটির বাবা মামলা দায়ের করেছেন।: [254, 1308, 476, 1460]
- col-header: পরিমান: [857, 2373, 888, 2387]
- judge-signature: [780, 2465, 848, 2486]
- ad-ref: সর-৫১৬/২৫: [738, 2529, 772, 2537]
- article: [254, 706, 476, 894]
- protest-title-line1: নন্দীগ্রাম সিংজানী আলিম মাদ্রাসার অধ্যক্ষের: [764, 215, 869, 266]
- court-name: জেলা বগুড়া জজ অর্থঋণ আদালত, বগুড়া: [747, 1143, 886, 1173]
- signatory-role: অধ্যক্ষ/সদস্য সচিব: [840, 1109, 895, 1118]
- table-row: ০১ ইবতেদায়ি প্রধান ০১ জন শুন্য পদ (এমপিও) বাংলাদেশ মাদ্রাসা শিক্ষা বোর্ড হতে ফাযিল ডিগ্রি/ স্বীকৃত বিশ্ববিদ্যালয় ফাযিল/সমমান ডিগ্রি। অথবা ইসলামী বিশ্ববিদ্যালয়/ইসলামী আরবি বিশ্ববিদ্যালয় অধিভুক্ত মাদ্রাসাসমূহ হতে ফাযিল বা সমমান ডিগ্রি ইবতেদায়ি মৌলভী পদে ০৮ (আট) বছরের অভিজ্ঞতা। অনূর্ধ্ব ৩৫ বৎসর (তবে সমপদের ইনডেক্সধারীদের জন্য বয়সসীমা শিথিলযোগ্য) গ্রেড-৯ ১২৫০০-৩০২৩০/-: [739, 718, 922, 854]
- law-reference: (অর্থঋণ আদালত আইন ২০০৩ এর ৩৩ ধারা মতে): [741, 1812, 891, 1836]
- phone-3: ০১৭১৪ ০ ০ ৪৪ ৬৬: [622, 1339, 694, 1349]
- signatory-org: জোড়খালী ফাজিল ডিগ্রী মাদ্রাসা: [616, 1551, 713, 1560]
- article: [254, 1953, 476, 2126]
- article: [254, 353, 476, 430]
- ad-ref: পি-৩৩০১/ক: [495, 1584, 526, 1592]
- schedule-title: তফশীল: [803, 2332, 830, 2342]
- col-header: পদের নাম ও সংখ্যা: [755, 685, 782, 718]
- article-body: পরিচালনায় অনুষ্ঠানে প্রধান আলোচক ছিলেন সংগঠনের উপদেষ্টা অধ্যক্ষ নজরুল ইসলাম ও মাওলানা আব্দুর রহিম। বিশেষ অতিথির বক্তব্য রাখেন অধ্যাপক ফজলুল হক, অধ্যক্ষ আব্দুল মান্নান, মাওলানা মোস্তফা মাদানী, সাবেক এমপি মাওলানা শাহাদাতুজ্জামান, এড. রিয়াজ উদ্দিন, মাওলানা নিজাম উদ্দিন, আলহাজ শফিকুল ইসলাম, মাওলানা মমতাজ উদ্দিন। খবর বিজ্ঞপ্তির।: [254, 1223, 476, 1276]
- table-row: ০২ অফিস সহকারী কাম কম্পিউটার অপারেটর ০১ জন শুন্য পদ (এমপিও) আলিম/এইচএসসি/সমমান। আরবি কম্পিউটার অপারেটিং-এ আবশ্যিকভাবে নির্ধারিত দক্ষতা থাকতে হবে। সমগ্র শিক্ষা জীবনে ১ টি ৩য় বিভাগ বা শ্রেণী গ্রহনযোগ্য হবে অনূর্ধ্ব ৩৫ বৎসর (তবে সমপদের ইনডেক্সধারীদের জন্য বয়সসীমা শিথিলযোগ্য) গ্রেড-১৬ ৯৩০০-২২৪৯০/-: [739, 854, 922, 976]
- article-headline: আক্কেলপুরে শিক্ষার্থীকে যৌন: [270, 1284, 460, 1303]
- phone-number: ০১৬১২-৩৩৯২৬৩: [661, 310, 715, 318]
- clinic-name: বগুড়া স্কীন কেয়ার: [492, 1200, 588, 1218]
- article: [254, 901, 476, 1064]
- article-headline: লালপুরে কমছে পদ্মার পানি, কৃষিতে: [37, 853, 236, 869]
- law-reference: (অর্থঋণ আদালত আইন ২০০৩ এর ০৭ ধারার বিধান মতে): [739, 1222, 894, 1247]
- ad-ref-rotated: পি-৩৩০৮/২৫: [899, 785, 906, 825]
- article-headline: করতোয়া কুরিয়ারের সাবেক মহা-ব্যবস্থাপক: [45, 1130, 228, 1162]
- column-middle: [482, 204, 725, 1971]
- plaintiff: রাজশাহী কৃষি উন্নয়ন ব্যাংক, শেরপুর শাখা, পোঃ শেরপুর, থানা-শেরপুর, জেলা-বগুড়া এর পক্ষে বর্তমান ব্যবস্থাপক।: [738, 1872, 895, 1902]
- defendant-1: ১। টি.বি.এইচ মোজাম্মেল হোসেন পিতা-মৃত আবুল হোসেন সরদার, ম্যানেজিং ডাইরেক্টর: আল ইমরান এগ্রো ইন্ডাস্ট্রিজ লিঃ এবং এর সহযোগী প্রতিষ্ঠান, প্রোপ্রাইটর-মেসার্স মসনবী এন্টারপ্রাইজ, সাকিন-সান্তাহার রোড, নামাজগড়, থানা-বগুড়া সদর, জেলা-বগুড়া।: [738, 1343, 895, 1408]
- article: [30, 1637, 243, 1838]
- defendant-tag: ...বিবাদী দায়িকগণ।: [656, 1781, 713, 1790]
- article: [30, 768, 243, 845]
- classified-box-property-sale: [624, 204, 720, 337]
- recruitment-footer: আবেদন পত্রের সঙ্গে সকল শিক্ষাগত যোগ্যতার সনদ ও প্রয়োজনীয় কাগজপত্রের সত্যায়িত ফটোকপি, পাসপোর্ট সাইজের সত্যায়িত ৫ কপি ছবি ও ইসলামী ব্যাংক বগুড়া শাখা এর ১১৮ হিসাব নং অনুকূলে ১,০০০/-টাকা অফেরতযোগ্য সরাসরি ব্যাংক জমা স্লিপসহ বিজ্ঞপ্তি প্রকাশের ১৫ (পনের) দিনের মধ্যে অফিস চলাকালিন সময় আবেদন আহবান করা হলো।: [738, 1028, 895, 1104]
- article: [30, 205, 243, 415]
- recruitment-intro: শিকারপুর ডি.ইউ. আলিম মাদ্রাসা, নুনগোলা, বগুড়া সদর, বগুড়া। সরকারী বিধি মোতাবেক বেসরকারী শিক্ষা প্রতিষ্ঠান (মাদ্রাসা) জনবল কাঠামো ও এমপিও নীতিমালা-২০১৮ (২৩ নভেম্বর ২০২০ পর্যন্ত সংশোধিত) ও সর্বশেষ পরিমার্জন অনুযায়ী নিম্নোক্ত শুন্য পদের বিপরীতে জনবল নিয়োগ করা হবে।: [738, 616, 895, 680]
- ad-ref: পি-৩৩০৬/২৫: [629, 323, 664, 331]
- judge-signature: [599, 1878, 666, 1901]
- signatory-phone: ০১৯১৩-১৪৫৫৭৯: [838, 538, 895, 547]
- column-3: [487, 204, 620, 1167]
- column-2: [248, 204, 482, 2134]
- article-headline: বদরগঞ্জে বোন হত্যাকান্ডে: [51, 573, 222, 592]
- madrasa-recruitment-notice: [731, 575, 920, 1128]
- protest-title-line2: বিরুদ্ধে দুর্নীতির অভিযোগের তীব্র প্রতিবাদ: [765, 267, 868, 318]
- article: [254, 205, 476, 261]
- article: [254, 1200, 476, 1277]
- article: [487, 205, 615, 587]
- contact-label: ফোন:: [642, 458, 660, 467]
- plaintiff: ইসলামী ব্যাংক বাংলাদেশ পি.এল.সি, বগুড়া শাখা, ইসলামী ব্যাংক প্লাজা, কবি নজরুল ইসলাম সড়ক, থানা-বগুড়া সদর, জেলা-বগুড়া, পক্ষে ইহার ক্ষমতা প্রাপ্ত সিনিয়র অফিসার, রবিউল হাসান।: [738, 1283, 895, 1325]
- article-body: ঢাকায় এক সভায় তার বক্তব্যে তিনি এ কথা বলেন। বক্তব্যে টিপু আরও বলেন, আমার নেত্রী খালেদা জিয়া ও তারেক রহমান কখনো প্রতিহিংসার রাজনীতি করেন না। তারা সব সময় মানুষের উপকার করেন। আমরা সংঘাত চাই না, চাই জনগণের ঐক্য। এই ঐক্যের শক্তিতেই আমরা বিজয়ী হবো। কোনও ষড়যন্ত্রই আমাদের দমাতে পারবে না। তিনি উল্লেখ করেন, আওয়ামী লীগ ১৭ বছর ধরে বিএনপিকে জেলে দিয়েছে, গুম করেছে, হত্যা করেছে; কিন্তু বিএনপিকে দমাতে পারেনি। বিএনপি সব দলকে রক্ষা করেছে। গত শুক্রবার বিকেল থেকে রাত পর্যন্ত তাইফুল ইসলাম টিপু ওই ইউনিয়নের বিভিন্ন বাজার, গ্রাম ও বাড়ি বাড়ি গিয়ে প্রচারণা চালান। স্থানীয় জনগণের সাথে সরাসরি সাক্ষাৎ করেন, মতবিনিময় করেন এবং উঠান বৈঠকে অংশ নেন। এ সময় সাধারণ মানুষ তার প্রতি আস্থা প্রকাশ করে এবং আগামী নির্বাচনে তার পাশে থাকার প্রতিশ্রুতি দেন। অনেকে মনোনয়ন প্রাপ্তির জন্য দোয়া করেন। এ সময় তার সাথে ছিলেন উপজেলা বিএনপির সাবেক সিনিয়র যুগ্ম আহ্বায়ক ও সাবেক মেয়র শরিফুল ইসলাম লেলিন, পৌর বিএনপির সাবেক ভারপ্রাপ্ত আহ্বায়ক শামীম সরকারসহ নেতাকর্মীরা।: [254, 730, 476, 892]
- article: [30, 1845, 243, 2022]
- signatory-role: অধ্যক্ষ: [694, 1541, 713, 1550]
- term-3: ৩। উক্ত দিন বেলা ৪.৩০ ঘটিকায় উপস্থিত দরপত্র দাতাদের সম্মুখে (যদি থাকে) দরপত্রসমূহ খোলা হইবে।: [738, 2194, 895, 2213]
- article-body: টিএমএসএস স্কুল এ্যান্ড কলেজ, করতোয়া মাল্টি মিডিয়া স্কুল এ্যান্ড কলেজ, বিএফ শাহীন কলেজ, মাটিডালি উচ্চ বিদ্যালয় ও তালোড়া আলতাফ আলী উচ্চ বিদ্যালয়। সমকাল সুহৃদ সমাবেশ বগুড়া জেলা শাখার সভাপতি আবু মোতালেব মানিকের সভাপতিত্বে বিতর্ক প্রতিযোগিতার উদ্বোধন ও সমাপনী অনুষ্ঠানে প্রধান অতিথি সরকারি আজিজুল হক কলেজের অধ্যক্ষ প্রফেসর মো: শওকত আলম মীর। বিশেষ অতিথি ছিলেন দৈনিক করতোয়া সম্পাদক মোজাম্মেল হক। প্রধান বিচারক ছিলেন সরকারি আজিজুল হক কলেজের সমাজ বিজ্ঞান বিভাগের সহযোগী অধ্যাপক মো: মোস্তাফা কামাল সরকার, বিচারক একই কলেজের প্রভাষক (রসায়ন) আরিফুর রহমান, সমাজবিজ্ঞান বিভাগের প্রভাষক তাসলিমা আক্তার। বক্তব্য রাখেন সমকাল বগুড়ার ভারপ্রাপ্ত ব্যুরো চীফ এস এম কাওসার, সমকাল সুহৃদ উপদেষ্টা সরকারি আজিজুল হক কলেজের সহকারী অধ্যাপক মতিউর রহমান, সুহৃদ জেলা শাখার সিনিয়র সহ-সভাপতি সাজিয়া আফরিন সোমা, সহ-সভাপতি আবদুর রহমান, সমকাল বগুড়ার রিপোটার, শাহনেওয়াজ শাওন, সাধারণ সম্পাদক আসলাম হোসাইন, সরকারি আজিজুল হক কলেজ শাখার সভাপতি আবু সাঈদ প্রমুখ। বিজয়ী দলের অংশগ্রহনকারীরা হলো, বগুড়া আর্মড পুলিশ ব্যাটালিয়ন স্কুল এ্যান্ড কলেজের জান্নাতুল ফেরদৌস সাফা, যারিন তাসনিম (তুলি), ফাতেমাতুজ জহুরা (দলনেতা)। বগুড়া সরকারি বালিকা উচ্চ বিদ্যালয়ের সামিহা তাসনিম, জান্নাতুল মাওয়া, তানহা সিদ্দিকা কথা (দলনেতা), বগুড়া জিলা স্কুলের আব্দুল্লাহ সাদাত রিশাদ, (দলনেতা) আহ আল নোমান, সাদমান সাকিন। যৌথভাবে শ্রেষ্ঠ বক্তা হয়েছে আর্মড পুলিশ ব্যাটালিয়ন স্কুল এ্যান্ড কলেজের ফাতেমা তুজ জোহরা ও সরকারি বালিকা উচ্চ বিদ্যালয়ের তানহা সিদ্দিকা কথা। খবর বিজ্ঞপ্তি।: [487, 223, 616, 586]
- article-body: জেলা জামায়াতের সেক্রেটারি মাওলানা জহুরুল হক সরকার, জেলা সহ-সেক্রেটারি সৈয়দ রুকনুজ্জামান, ফুলছড়ি উপজেলা জামায়াতের আমির অধ্যক্ষ মাওলানা সিরাজুল ইসলাম, উপজেলা জামায়াতের সেক্রেটারি মাওলানা আনিছুর রহমান, উপজেলা ওলামা বিভাগের সভাপতি মাওলানা আমজাদ হোসেন, উড়িয়া ইউনিয়ন সভাপতি মাওলানা আবুল খায়ের প্রমুখ।: [254, 376, 476, 429]
- article-headline: বোদায় বীজ বাদাম চাষে: [286, 1071, 444, 1090]
- notice-banner: ২য় বার নিলাম বিজ্ঞপ্তি: [738, 1757, 895, 1806]
- doctor-institute-2: শহীদ জিয়াউর রহমান মেডিকেল কলেজ, বগুড়া: [605, 1268, 711, 1286]
- ad-ref: পি-৩৩০২/২৫: [629, 1145, 664, 1152]
- article-headline: সিরাজগঞ্জে করতোয়ার: [288, 621, 442, 640]
- article-headline: ফুলছড়িতে জামায়াতের: [287, 353, 443, 372]
- table-row: ৪৭ ২১৪ ১৩ শতক: [745, 2387, 888, 2402]
- column-1: [25, 204, 248, 2092]
- table-row: ০৩ পরিছন্নতা কর্মী ০১ জন শুন্য পদ (এমপিও) জে.ডি.সি/জে.এস.সি/সমমান অনূর্ধ্ব ৩৫ বৎসর (তবে সমপদের ইনডেক্সধারীদের জন্য বয়সসীমা শিথিলযোগ্য) গ্রেড-২০ ৮২৫০-২০০১০/-: [739, 976, 922, 1023]
- article-body: জেলা প্রতিনিধি হেলাল আহমেদ, তাড়াশ উপজেলা প্রতিনিধি মেহেরুল ইসলাম, উল্লাপাড়া উপজেলা প্রতিনিধি মো: নজরুল ইসলাম, রায়গঞ্জ উপজেলা প্রতিনিধি রুহুল আমিন বকুল, সিরাজগঞ্জ জেলা এজেন্ট ও সিরাজগঞ্জ মমতা পেপার হাউজের স্বত্বাধিকারী মো: আমির আলী, সাংবাদিক ছাম্মি আহমেদ আজমীর প্রমুখ।: [254, 645, 476, 697]
- time-2: রাত ৮টা-রাত ১১টা: [515, 1289, 566, 1297]
- karatoa-logo-icon: [34, 101, 82, 197]
- doctor-name: অধ্যাপক ডা: মো: রশিদুল ইসলাম: [492, 1172, 715, 1194]
- article: [30, 979, 243, 1122]
- article: [254, 1855, 476, 1945]
- article-body: উপজেলা স্বাস্থ্য কমপ্লেক্সে ভর্তি করায়। সেখানে তার অবস্থার অবনতি হলে আশংকাজনক অবস্থায় তাকে বগুড়ার শজিমেক হাসপাতালে ভর্তি করা হয়। এ ঘটনায় অজ্ঞাতনামা এক ট্রাক ড্রাইভারকে আসামি করে থানায় মামলা দায়ের করা হয়েছে। এবিষয়ে সোনাতলা থানার অফিসার ইনচার্জ রওশন কবীর বলেন, সোনাতলা-মোকামতলা সড়কের বোচারপুকুর নামক স্থানে এই মর্মান্তিক দুর্ঘটনাটি ঘটে। ট্রাক চালক নিয়ন্ত্রণ হারিয়ে সজোরে সিএনজিকে ধাক্কা দিলে ঘটনাস্থলেই ওই ব্যবসায়ী মারা যায়। এ বিষয়ে সোনাতলা থানায় নিয়মিত মামলা দায়ের করা হয়েছে। পুলিশ ওই ঘাতক ট্রাক ড্রাইভারকে খুঁজে বের করতে মাঠে কাজ করছে।: [254, 1643, 476, 1728]
- case-number: মোকদ্দমা নং-১১১/২০২৫ অর্থঋণ: [760, 1251, 873, 1262]
- article: [254, 1619, 476, 1730]
- article-headline: সোনাতলায় সড়ক দুর্ঘটনায়: [276, 1619, 454, 1638]
- classified-body: জরুরী ভিত্তিতে ডিপ্লোমা ইন মেডিকেল টেকনোলজিষ্ট (ল্যাব) নিয়োগ প্রদান করা হবে (বেতন আলোচনা সাপেক্ষে)। যোগাযোগ: হাসু মন্ডল ডায়াগনস্টিক সেন্টার সারিয়াকান্দি, বগুড়া।: [629, 386, 715, 453]
- summons-body: সকলের সাকিন-কালিবালা, পল্লিমঙ্গলহাট, ডাকঘর-বগুড়া, থানা-বগুড়া সদর, জেলা-বগুড়া। বাদী ব্যাংক বিবাদীগণের বিরুদ্ধে ১০,২২,৪৭,২৭৬/- (দশ কোটি বাইশ লক্ষ সাতচল্লিশ হাজার দুইশত ছিয়াত্তর) টাকার দাবীতে অর্থঋণ আদালত, বগুড়ায় ১১১/২০২৫ নং অর্থঋণ মামলা দায়ের করে। যেহেতু আদালতের জারীকারকের মাধ্যমে এবং রেজিষ্ট্রী ডাকযোগে প্রেরীত সমনাদি বিবাদীগণ উক্ত মামলার বিষয় অবগত হওয়া স্বত্বেও সমন ও রেজিষ্ট্রী সমন কৌশলে এড়িয়া যথাসময়ে আদালতে হাজির না হইয়া মামলার বিচার কার্য্য বিঘ্নিত করিতেছে, সেহেতু অত্র সমন বিজ্ঞপ্তি দ্বারা বিবাদীগণকে পূণরায় জ্ঞাত করানো যাচ্ছে যে, আগামী ইং ২০/১০/২৫ তারিখে বেলা ১০.০০ ঘটিকার সময় নিম্ন স্বাক্ষরকারীর আদালতে হাজির হইয়া মামলায় জবাব দাখিল করিবেন। অন্যথায় অর্থঋণ আদালত আইন, ২০০৩ এর বিধান মতে মামলাটি একতরফা বিচার নিষ্পত্তি করা হবে।: [738, 1445, 895, 1622]
- article: [254, 268, 476, 345]
- judge-name: মোঃ আহসান হাবিব: [598, 1903, 667, 1913]
- col-header: আর.এস দাগ নং: [807, 2373, 857, 2387]
- dateline: ৩০ ভাদ্র ১৪৩২ : ১৪ সেপ্টেম্বর ২০২৫: [512, 165, 697, 178]
- doctor-dept: চর্ম ও যৌন রোগ বিভাগ: [618, 1236, 699, 1246]
- phone-number: ০১৭১১-৩০১৭৭৯: [661, 827, 715, 835]
- classified-box-second-hiring: [624, 862, 720, 1159]
- classified-body: শিক্ষা অধিদপ্তর এর নীতিমালা অনুযায়ী বেসরকারি স্কুল জনবল কাঠামো মোতাবেক বগুড়ার হাবিবুর রহমান বালিকা বিদ্যালয়ে ল্যাব সহকারী (রসায়ন, উদ্ভিদবিজ্ঞান) পদে ০১ (এক) জন নিয়োগের জন্য দরখাস্ত আহবান করা যাচ্ছে। শিক্ষাগত যোগ্যতা বিজ্ঞান বিভাগে ন্যূনতম ২য় বিভাগ এবং বয়স অনূর্ধ্ব পঁয়ত্রিশ বছর। সোনালী ব্যাংক শাখা, বগুড়ার অনুকূলে ৬০০-(ছয়শত) টাকার ব্যাংক ড্রাফট, ২কপি পাসপোর্ট সাইজের ছবি (রঙিন), শিক্ষাগত সনদ ও জাতীয় পরিচয়পত্র নিবন্ধনের ফটোকপি এবং প্রয়োজনীয় কাগজপত্রসহ বিজ্ঞপ্তি প্রকাশ হতে ১৫ দিনের মধ্যে অধ্যক্ষ বরাবর আবেদন করতে হবে। বিঃ দ্রঃ অযোগ্য আবেদনকারীদের আবেদনের প্রয়োজন নেই। হাবিবুর রহমান, বগুড়া।: [629, 902, 715, 1126]
- classified-body: আমার এসএসসি পরীক্ষার মূল রেজিঃ সনদ ও মূল প্রবেশপত্র হারিয়েছে। যার রোল নং-১৬৯২৪ (রেজি: নং-২১১২৮০৮২৪০, সেশন ২০২২-২৩, বিভাগ-বিজ্ঞান বোর্ড রাজশাহী। বগুড়া সদর থানায় জিডি নং-১১৫০, তাং-১৩/০৯/২০২৫।: [629, 532, 715, 619]
- article: [30, 2029, 243, 2084]
- article-headline: সুন্দরগঞ্জে ট্রেনে কাটা: [65, 768, 208, 787]
- col-header: পদের ধরন: [782, 685, 806, 718]
- versus-label: বনাম: [593, 1737, 614, 1749]
- article-body: গণনা, নির্বাচনি খরচ ও পোস্টারের সংখ্যা নির্দিষ্টকরণ, ব্যালট ছাপানো ও বাছাই পর্যন্ত এজেন্টদের উপস্থিতি নিশ্চিত করা, পর্যাপ্ত বুথের ব্যবস্থা, ডিজিটাল বোর্ডে ভোটার নম্বর প্রকাশ, সাইবার বুলিং প্রতিরোধে কার্যকর সেল গঠন ও বিশ্ববিদ্যালয় কেন্দ্রিক বিভ্রান্তিকর পেজ-গ্রুপ বন্ধ করা, ভোটের দিন ভোটার তালিকা হাতে ধরিয়ে না দেওয়া। জাহাঙ্গীরনগর বিশ্ববিদ্যালয়ে ৭ হাজার ভোট ম্যানুয়ালি গণনা করার ফলে দুইদিনেও রেজাল্ট হয়নি ও ভোগান্তির সৃষ্টি হয়েছে। রাবিতে ৩০ হাজার ভোট ম্যানুয়ালি গণনা করা হলে বিশৃঙ্খলা হবে কিনা এমন প্রশ্নের জবাবে মেহেদী মারুফ বলেন, জাতীয় নির্বাচনে দেখেছি ইভিএম এর মাধ্যমে কিভাবে ভোট কারচুপি করা হয়, রাকসুতেও এমন হতে পারে। আমরা চাই, প্রশাসন বেশি জনবল নিয়োগ করে ম্যানুয়ালি ভোট গণনা করুক। এসময় ছাত্রদল প্যানেলের ভিপি পদপ্রার্থী শেখ নূর-উদ্দীন আবীর বলেন, ইভিএম এর মাধ্যমে ভোট গণনা করা হলে কারচুপি হওয়ার সম্ভাবনা রয়েছে। আমরা চাই, দীর্ঘদিন পর যেহেতু নির্বাচন হচ্ছে, তাই নির্বাচন যেন অবাধ ও সুষ্ঠু হয়। তারা বলেন, এই ১২ দফা বাস্তবায়ন করা হলে অবাধ, সুষ্ঠু ও গ্রহণযোগ্য রাকসু নির্বাচন আয়োজন সম্ভব হবে।: [30, 1674, 243, 1836]
- plaintiff-tag: ...বাদী ডিক্রীদার।: [845, 1907, 895, 1916]
